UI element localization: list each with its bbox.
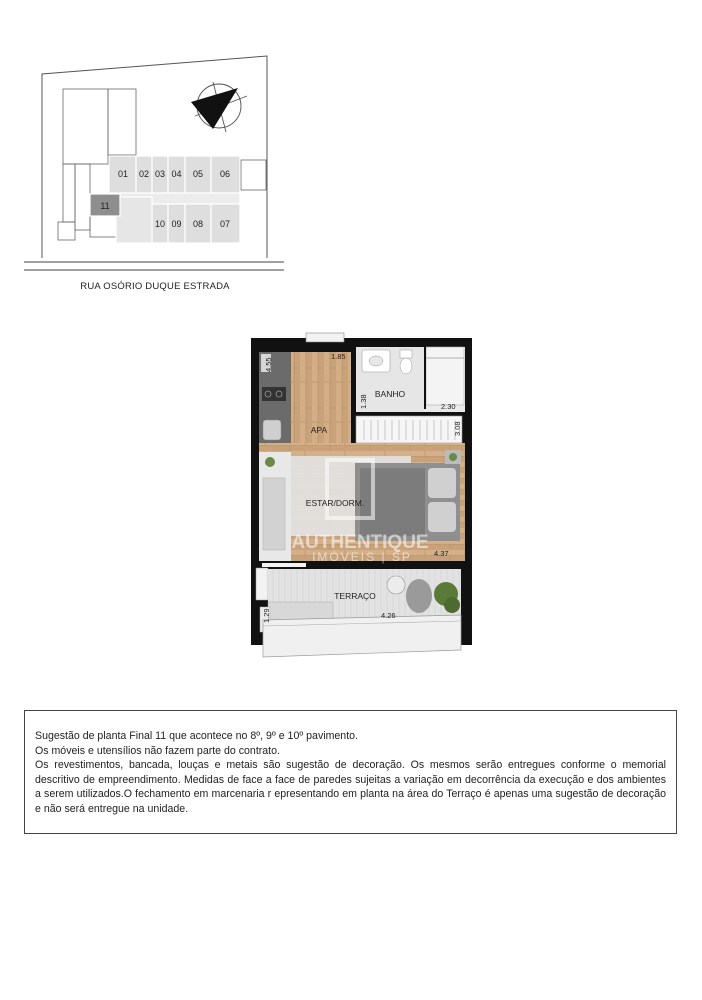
unit-label-07: 07 [219, 219, 231, 229]
stairs-block [116, 197, 152, 243]
dim-4-55: 4.55 [264, 357, 273, 372]
unit-label-09: 09 [171, 219, 182, 229]
note-line-3: Os revestimentos, bancada, louças e metais são sugestão de decoração. Os mesmos serão entregues conforme o memorial descritivo de empreendimento. Medidas de face a face de paredes sujeitas a variação em decorrência da execução e dos ambientes a serem utilizados.O fechamento em marcenaria r epresentando em planta na área do Terraço é apenas uma sugestão de decoração e não será entregue na unidade. [35, 759, 666, 815]
unit-label-10: 10 [154, 219, 166, 229]
unit-label-02: 02 [138, 169, 150, 179]
unit-label-03: 03 [154, 169, 166, 179]
dim-4-26: 4.26 [381, 611, 396, 620]
site-plan [0, 0, 310, 300]
unit-label-08: 08 [192, 219, 204, 229]
dim-3-08: 3.08 [453, 421, 462, 436]
room-label-apa: APA [310, 425, 328, 435]
watermark-line2: IMÓVEIS | SP [312, 550, 412, 564]
note-line-2: Os móveis e utensílios não fazem parte do contrato. [35, 744, 280, 757]
note-line-1: Sugestão de planta Final 11 que acontece no 8º, 9º e 10º pavimento. [35, 730, 358, 742]
dim-1-29: 1.29 [262, 608, 271, 623]
unit-label-11: 11 [100, 201, 110, 211]
closet [356, 416, 462, 443]
watermark-line1: AUTHENTIQUE [291, 532, 429, 553]
notes-box [24, 710, 677, 834]
dim-1-85: 1.85 [331, 352, 346, 361]
unit-label-05: 05 [192, 169, 204, 179]
street-label: RUA OSÓRIO DUQUE ESTRADA [80, 281, 230, 292]
unit-label-06: 06 [219, 169, 231, 179]
apa-floor [291, 352, 351, 456]
window-left [256, 568, 268, 600]
window-top [306, 333, 344, 342]
floor-plan [250, 330, 475, 660]
dim-4-37: 4.37 [434, 549, 449, 558]
terrace-railing [263, 615, 461, 657]
dim-2-30: 2.30 [441, 402, 456, 411]
unit-label-01: 01 [117, 169, 129, 179]
dim-1-38: 1.38 [359, 394, 368, 409]
unit-label-04: 04 [171, 169, 182, 179]
room-label-terraco: TERRAÇO [334, 591, 376, 601]
north-arrow-icon [191, 82, 247, 132]
room-label-estar: ESTAR/DORM. [305, 498, 365, 508]
room-label-banho: BANHO [374, 389, 406, 399]
